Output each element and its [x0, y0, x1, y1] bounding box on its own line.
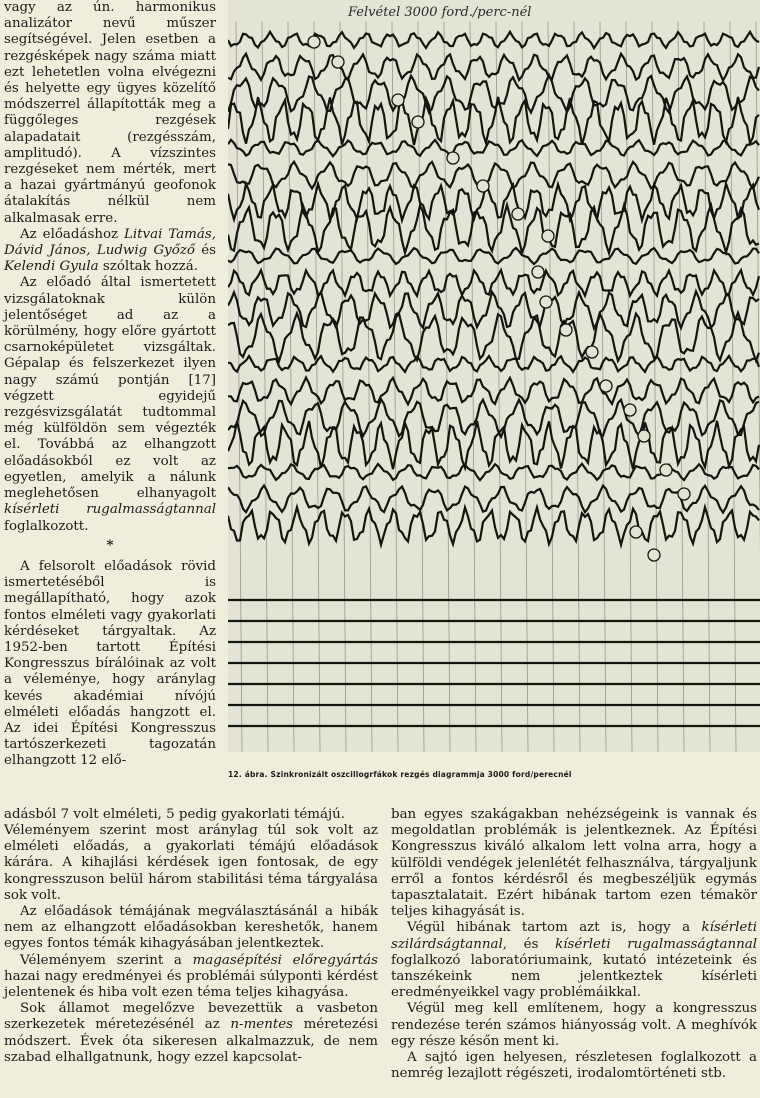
paragraph: A sajtó igen helyesen, részletesen foglalkozott a nemrég lezajlott régészeti, irodalomtörténeti stb.: [391, 1050, 757, 1082]
paragraph: vagy az ún. harmonikus analizátor nevű műszer segítségével. Jelen esetben a rezgésképek nagy száma miatt ezt lehetetlen volna elvégezni és helyette egy ügyes közelítő módszerrel állapították meg a függőleges rezgések alapadatait (rezgésszám, amplitudó). A vízszintes rezgéseket nem mérték, mert a hazai gyártmányú geofonok átalakítás nélkül nem alkalmasak erre.: [4, 0, 216, 226]
trace-number-marker: [540, 296, 552, 308]
trace-number-marker: [678, 488, 690, 500]
oscillogram-trace: [228, 291, 759, 328]
paragraph: Végül meg kell említenem, hogy a kongresszus rendezése terén számos hiányosság volt. A meghívók egy része későn ment ki.: [391, 1001, 757, 1049]
oscillogram-image: [228, 0, 760, 752]
paragraph: Végül hibának tartom azt is, hogy a kísérleti szilárdságtannal, és kísérleti rugalmasságtannal foglalkozó laboratóriumaink, kutató intézeteink és tanszékeink nem jelentkeztek kísérleti eredményeikkel vagy problémáikkal.: [391, 920, 757, 1001]
trace-number-marker: [532, 266, 544, 278]
trace-number-marker: [332, 56, 344, 68]
paragraph: Véleményem szerint most aránylag túl sok volt az elméleti előadás, a gyakorlati témájú előadások kárára. A kihajlási kérdések igen fontosak, de egy kongresszuson belül három stabilitási téma tárgyalása sok volt.: [4, 823, 378, 903]
figure-caption: 12. ábra. Szinkronizált oszcillogrfákok rezgés diagrammja 3000 ford/perecnél: [228, 770, 572, 779]
trace-number-marker: [412, 116, 424, 128]
paragraph: A felsorolt előadások rövid ismertetéséből is megállapítható, hogy azok fontos elméleti vagy gyakorlati kérdéseket tárgyaltak. Az 1952-ben tartott Építési Kongresszus bírálóinak az volt a véleménye, hogy aránylag kevés akadémiai nívójú elméleti előadás hangzott el. Az idei Építési Kongresszus tartószerkezeti tagozatán elhangzott 12 elő-: [4, 558, 216, 769]
trace-number-marker: [638, 430, 650, 442]
paragraph-continuation: adásból 7 volt elméleti, 5 pedig gyakorlati témájú.: [4, 807, 345, 822]
trace-number-marker: [477, 180, 489, 192]
section-separator: *: [106, 536, 114, 553]
oscillogram-figure: [228, 0, 760, 752]
trace-number-marker: [512, 208, 524, 220]
trace-number-marker: [600, 380, 612, 392]
paragraph: Az előadáshoz Litvai Tamás, Dávid János, Ludwig Győző és Kelendi Gyula szóltak hozzá.: [4, 226, 216, 275]
trace-number-marker: [624, 404, 636, 416]
trace-number-marker: [648, 549, 660, 561]
trace-number-marker: [447, 152, 459, 164]
oscillogram-trace: [228, 464, 759, 480]
oscillogram-trace: [228, 32, 759, 48]
trace-number-marker: [308, 36, 320, 48]
left-column: [4, 0, 216, 770]
trace-number-marker: [660, 464, 672, 476]
oscillogram-trace: [228, 507, 759, 545]
trace-number-marker: [392, 94, 404, 106]
oscillogram-trace: [228, 270, 759, 296]
paragraph: Sok államot megelőzve bevezettük a vasbeton szerkezetek méretezésénél az n-mentes méretezési módszert. Évek óta sikeresen alkalmazzuk, de nem szabad elhallgatnunk, hogy ezzel kapcsolat-: [4, 1001, 378, 1065]
bottom-left-column: [4, 823, 378, 1066]
oscillogram-trace: [228, 356, 759, 372]
oscillogram-trace: [228, 248, 759, 264]
paragraph: ban egyes szakágakban nehézségeink is vannak és megoldatlan problémák is jelentkeznek. Az Építési Kongresszus kiváló alkalom lett volna arra, hogy a külföldi vendégek jelenlétét felhasználva, tárgyaljunk erről a fontos kérdésről és megbeszéljük egymás tapasztalatait. Ezért hibának tartom ezen témakör teljes kihagyását is.: [391, 807, 757, 920]
oscillogram-trace: [228, 54, 759, 81]
figure-header: Felvétel 3000 ford./perc-nél: [348, 5, 532, 20]
trace-number-marker: [630, 526, 642, 538]
paragraph: Véleményem szerint a magasépítési előregyártás hazai nagy eredményei és problémái súlyponti kérdést jelentenek és hiba volt ezen téma teljes kihagyása.: [4, 952, 378, 1001]
trace-number-marker: [586, 346, 598, 358]
paragraph: Az előadó által ismertetett vizsgálatoknak külön jelentőséget ad az a körülmény, hogy előre gyártott csarnoképületet vizsgáltak. Gépalap és felszerkezet ilyen nagy számú pontján [17] végzett egyidejű rezgésvizsgálatát tudtommal még külföldön sem végezték el. Továbbá az elhangzott előadásokból ez volt az egyetlen, amelyik a nálunk meglehetősen elhanyagolt kísérleti rugalmasságtannal foglalkozott.: [4, 275, 216, 534]
paragraph: Az előadások témájának megválasztásánál a hibák nem az elhangzott előadásokban kereshetők, hanem egyes fontos témák kihagyásában jelentkeztek.: [4, 904, 378, 952]
oscillogram-trace: [228, 421, 759, 469]
trace-number-marker: [560, 324, 572, 336]
oscillogram-trace: [228, 399, 759, 437]
trace-number-marker: [542, 230, 554, 242]
bottom-right-column: [391, 807, 757, 1082]
oscillogram-trace: [228, 378, 759, 405]
